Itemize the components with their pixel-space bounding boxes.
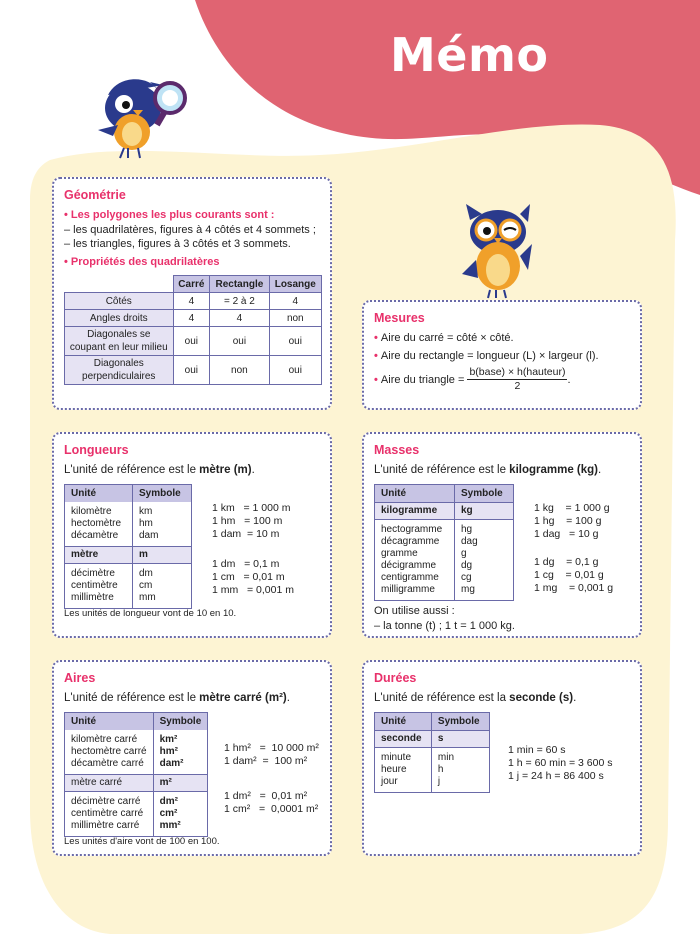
aires-card [52, 660, 332, 856]
durees-unit-table: Unité Symbole seconde s minute heure jour min h j [374, 712, 490, 793]
page-title: Mémo [390, 28, 549, 82]
col-header-carre: Carré [173, 276, 210, 293]
bullet-dot: • [64, 256, 71, 269]
list-item: • Aire du carré = côté × côté. [374, 331, 630, 345]
masses-title: Masses [374, 443, 420, 457]
bullet-dot: • [64, 209, 71, 222]
longueurs-title: Longueurs [64, 443, 129, 457]
props-heading: Propriétés des quadrilatères [70, 256, 220, 269]
owl-magnifier-illustration [88, 70, 198, 160]
masses-card [362, 432, 642, 638]
table-row: Diagonales se coupant en leur milieu oui oui oui [65, 327, 322, 356]
table-row: Diagonales perpendiculaires oui non oui [65, 356, 322, 385]
table-row: Côtés 4 = 2 à 2 4 [65, 293, 322, 310]
geometry-card [52, 177, 332, 410]
owl-winking-illustration [458, 200, 538, 300]
geometry-title: Géométrie [64, 188, 126, 202]
table-row: Angles droits 4 4 non [65, 310, 322, 327]
masses-intro: L'unité de référence est le kilogramme (kg). [374, 464, 602, 477]
longueurs-card [52, 432, 332, 638]
masses-conv-lower: 1 dg = 0,1 g 1 cg = 0,01 g 1 mg = 0,001 g [534, 556, 614, 595]
longueurs-conv-upper: 1 km = 1 000 m 1 hm = 100 m 1 dam = 10 m [212, 502, 291, 541]
masses-tonne: – la tonne (t) ; 1 t = 1 000 kg. [374, 620, 515, 632]
col-header-losange: Losange [269, 276, 321, 293]
aires-conv-lower: 1 dm² = 0,01 m² 1 cm² = 0,0001 m² [224, 790, 319, 816]
longueurs-conv-lower: 1 dm = 0,1 m 1 cm = 0,01 m 1 mm = 0,001 m [212, 558, 294, 597]
durees-intro: L'unité de référence est la seconde (s). [374, 692, 577, 705]
col-header-rectangle: Rectangle [210, 276, 269, 293]
list-item: • Aire du triangle = $\frac{\text{b(base) × h(hauteur)}}{2}$ . [374, 366, 630, 394]
polygons-line-1: – les quadrilatères, figures à 4 côtés et 4 sommets ; [64, 223, 316, 236]
aires-unit-table: Unité Symbole kilomètre carré hectomètre carré décamètre carré km² hm² dam² mètre carré m² décimètre carré centimètre carré millimètre carré dm² cm² mm² [64, 712, 208, 837]
durees-conv: 1 min = 60 s 1 h = 60 min = 3 600 s 1 j = 24 h = 86 400 s [508, 744, 613, 783]
aires-intro: L'unité de référence est le mètre carré (m²). [64, 692, 290, 705]
polygons-heading: Les polygones les plus courants sont : [70, 209, 275, 222]
durees-card [362, 660, 642, 856]
mesures-title: Mesures [374, 311, 425, 325]
mesures-card [362, 300, 642, 410]
longueurs-unit-table: Unité Symbole kilomètre hectomètre décamètre km hm dam mètre m décimètre centimètre millimètre dm cm mm [64, 484, 192, 609]
aires-title: Aires [64, 671, 96, 685]
durees-title: Durées [374, 671, 417, 685]
aires-conv-upper: 1 hm² = 10 000 m² 1 dam² = 100 m² [224, 742, 319, 768]
longueurs-intro: L'unité de référence est le mètre (m). [64, 464, 255, 477]
aires-note: Les unités d'aire vont de 100 en 100. [64, 836, 220, 847]
polygons-line-2: – les triangles, figures à 3 côtés et 3 sommets. [64, 237, 291, 250]
longueurs-note: Les unités de longueur vont de 10 en 10. [64, 608, 237, 619]
masses-also: On utilise aussi : [374, 605, 455, 617]
masses-unit-table: Unité Symbole kilogramme kg hectogramme décagramme gramme décigramme centigramme milligramme hg dag g dg cg mg [374, 484, 514, 601]
masses-conv-upper: 1 kg = 1 000 g 1 hg = 100 g 1 dag = 10 g [534, 502, 610, 541]
quadrilateral-table [64, 275, 322, 385]
triangle-fraction: $\frac{\text{b(base) × h(hauteur)}}{2}$ [469, 365, 566, 393]
list-item: • Aire du rectangle = longueur (L) × largeur (l). [374, 349, 630, 363]
